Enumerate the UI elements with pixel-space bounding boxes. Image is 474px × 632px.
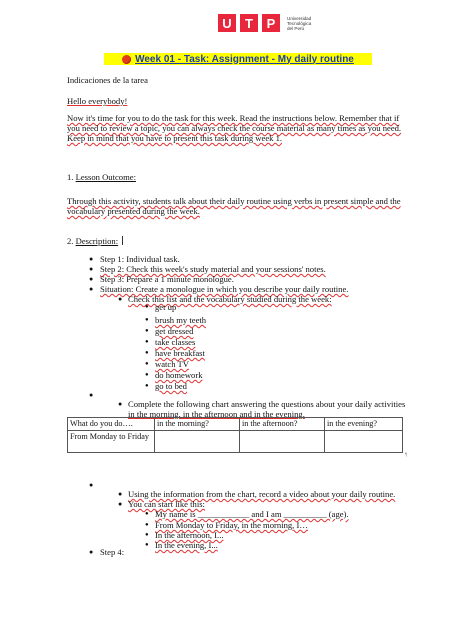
intro-line-1: Now it's time for you to do the task for this week. Read the instructions below. Remember that if <box>67 113 400 123</box>
table-header-cell: in the afternoon? <box>240 418 325 431</box>
step-3: Step 3: Prepare a 1 minute monologue. <box>100 274 234 284</box>
table-cell[interactable] <box>325 431 403 453</box>
bullet: ● <box>145 339 149 345</box>
page-title-bar <box>104 53 372 65</box>
chart-instruction-line-2: in the morning, in the afternoon and in the evening. <box>128 409 305 419</box>
lesson-outcome-line-2: vocabulary presented during the week. <box>67 206 200 216</box>
bullet: ● <box>89 255 94 263</box>
empty-bullet: ● <box>89 481 94 489</box>
table-header-cell: What do you do…. <box>68 418 155 431</box>
table-header-row <box>68 418 403 431</box>
bullet: ● <box>145 317 149 323</box>
empty-bullet: ● <box>89 391 94 399</box>
bullet: ● <box>118 295 123 303</box>
logo-letter-t: T <box>240 14 258 32</box>
bullet: ● <box>145 372 149 378</box>
vocab-item: have breakfast <box>155 348 205 358</box>
starter-line: My name is ____________ and I am __________ (age). <box>155 509 349 519</box>
red-circle-icon <box>122 55 131 64</box>
starter-line: In the afternoon, I... <box>155 530 224 540</box>
paragraph-mark-icon: ¶ <box>405 453 408 458</box>
chart-instruction-line-1: Complete the following chart answering the questions about your daily activities <box>128 399 406 409</box>
lesson-outcome-heading: 1. Lesson Outcome: <box>67 172 136 182</box>
table-cell[interactable] <box>155 431 240 453</box>
bullet: ● <box>89 548 94 556</box>
vocab-item: do homework <box>155 370 203 380</box>
video-instruction: Using the information from the chart, record a video about your daily routine. <box>128 489 396 499</box>
bullet: ● <box>145 304 149 310</box>
bullet: ● <box>145 350 149 356</box>
bullet: ● <box>145 522 149 528</box>
table-header-cell: in the morning? <box>155 418 240 431</box>
intro-line-2: you need to review a topic, you can always check the course material as many times as you need. <box>67 123 402 133</box>
vocab-item: watch TV <box>155 359 189 369</box>
vocab-item: get dressed <box>155 326 194 336</box>
bullet: ● <box>145 532 149 538</box>
table-cell: From Monday to Friday <box>68 431 155 453</box>
indications-heading: Indicaciones de la tarea <box>67 75 148 85</box>
greeting: Hello everybody! <box>67 96 128 106</box>
bullet: ● <box>118 490 123 498</box>
starter-line: In the evening, I... <box>155 540 218 550</box>
table-row <box>68 431 403 453</box>
text-cursor <box>122 236 123 245</box>
utp-logo <box>218 14 311 32</box>
table-header-cell: in the evening? <box>325 418 403 431</box>
bullet: ● <box>89 275 94 283</box>
logo-letter-u: U <box>218 14 236 32</box>
bullet: ● <box>145 361 149 367</box>
vocab-item: take classes <box>155 337 196 347</box>
bullet: ● <box>145 383 149 389</box>
bullet: ● <box>145 511 149 517</box>
step-4: Step 4: <box>100 547 125 557</box>
logo-subtitle: Universidad Tecnológica del Perú <box>287 15 312 31</box>
starter-line: From Monday to Friday, in the morning, I… <box>155 520 308 530</box>
vocab-item: get up <box>155 302 177 312</box>
situation: Situation: Create a monologue in which you describe your daily routine. <box>100 284 349 294</box>
lesson-outcome-line-1: Through this activity, students talk about their daily routine using verbs in present simple and the <box>67 196 401 206</box>
table-cell[interactable] <box>240 431 325 453</box>
bullet: ● <box>118 400 123 408</box>
bullet: ● <box>145 542 149 548</box>
page-title: Week 01 - Task: Assignment - My daily routine <box>135 53 354 65</box>
step-1: Step 1: Individual task. <box>100 254 180 264</box>
check-list-label: Check this list and the vocabulary studied during the week: <box>128 294 332 304</box>
bullet: ● <box>145 328 149 334</box>
vocab-item: go to bed <box>155 381 187 391</box>
bullet: ● <box>118 500 123 508</box>
vocab-item: brush my teeth <box>155 315 207 325</box>
bullet: ● <box>89 265 94 273</box>
step-2: Step 2: Check this week's study material and your sessions' notes. <box>100 264 326 274</box>
bullet: ● <box>89 285 94 293</box>
intro-line-3: Keep in mind that you have to present this task during week 1. <box>67 133 283 143</box>
routine-chart-table <box>67 417 403 453</box>
start-label: You can start like this: <box>128 499 205 509</box>
description-heading: 2. Description: <box>67 236 123 247</box>
logo-letter-p: P <box>262 14 280 32</box>
